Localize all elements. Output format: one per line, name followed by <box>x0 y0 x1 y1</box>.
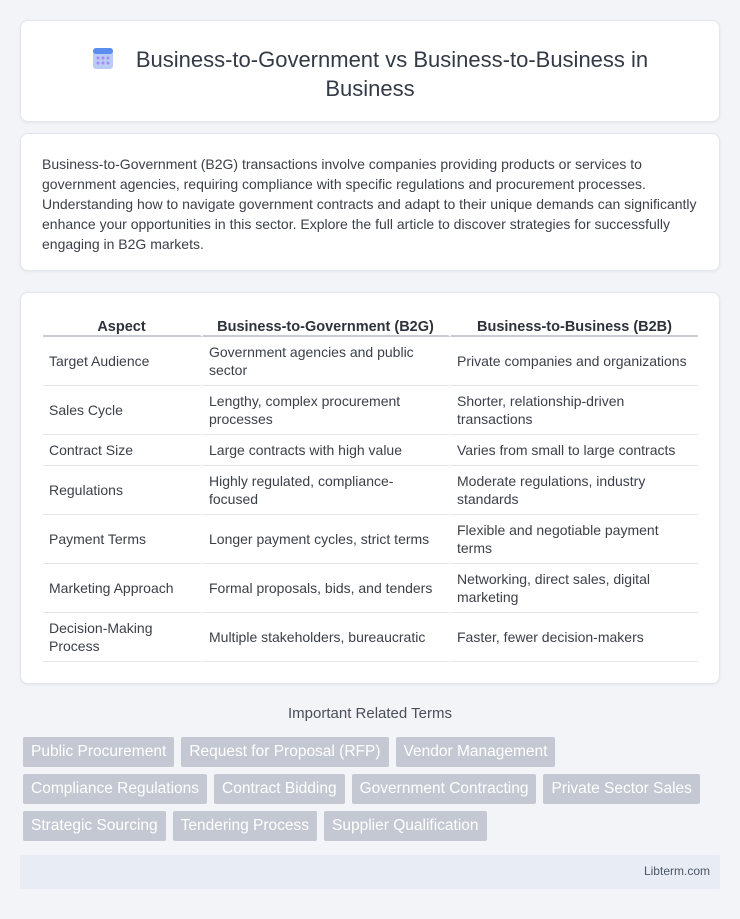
table-header-row <box>43 315 698 337</box>
comparison-table-card <box>20 292 720 684</box>
table-row <box>43 564 698 613</box>
table-row <box>43 386 698 435</box>
table-cell-b2g: Government agencies and public sector <box>203 337 451 386</box>
tag-compliance-regulations[interactable]: Compliance Regulations <box>23 774 207 804</box>
table-cell-b2b: Private companies and organizations <box>451 337 698 386</box>
comparison-table <box>43 315 698 662</box>
related-terms-title: Important Related Terms <box>288 705 452 722</box>
header-b2g: Business-to-Government (B2G) <box>203 315 451 337</box>
related-terms-tags <box>23 737 723 848</box>
title-text: Business-to-Government vs Business-to-Business in Business <box>135 47 649 101</box>
footer <box>20 855 720 889</box>
intro-card <box>20 133 720 271</box>
table-cell-aspect: Payment Terms <box>43 515 203 564</box>
tag-row <box>23 774 723 804</box>
table-cell-b2b: Varies from small to large contracts <box>451 435 698 466</box>
header-b2b: Business-to-Business (B2B) <box>451 315 698 337</box>
header-aspect: Aspect <box>43 315 203 337</box>
table-cell-b2g: Longer payment cycles, strict terms <box>203 515 451 564</box>
table-cell-b2b: Moderate regulations, industry standards <box>451 466 698 515</box>
table-row <box>43 435 698 466</box>
tag-request-for-proposal[interactable]: Request for Proposal (RFP) <box>181 737 388 767</box>
table-cell-b2b: Shorter, relationship-driven transactions <box>451 386 698 435</box>
table-cell-b2g: Lengthy, complex procurement processes <box>203 386 451 435</box>
tag-government-contracting[interactable]: Government Contracting <box>352 774 537 804</box>
tag-row <box>23 811 723 841</box>
table-cell-aspect: Sales Cycle <box>43 386 203 435</box>
tag-contract-bidding[interactable]: Contract Bidding <box>214 774 345 804</box>
table-cell-aspect: Contract Size <box>43 435 203 466</box>
table-cell-b2g: Multiple stakeholders, bureaucratic <box>203 613 451 662</box>
table-cell-b2b: Faster, fewer decision-makers <box>451 613 698 662</box>
intro-paragraph: Business-to-Government (B2G) transactions involve companies providing products or services to government agencies, requiring compliance with specific regulations and procurement processes. Understanding how to navigate government contracts and adapt to their unique demands can significantly enhance your opportunities in this sector. Explore the full article to discover strategies for successfully engaging in B2G markets. <box>42 156 697 252</box>
tag-supplier-qualification[interactable]: Supplier Qualification <box>324 811 486 841</box>
table-row <box>43 613 698 662</box>
document-grid-icon <box>92 46 114 70</box>
tag-row <box>23 737 723 767</box>
table-cell-b2g: Highly regulated, compliance-focused <box>203 466 451 515</box>
table-cell-b2b: Networking, direct sales, digital marketing <box>451 564 698 613</box>
table-cell-aspect: Target Audience <box>43 337 203 386</box>
page-title <box>61 45 679 103</box>
table-row <box>43 337 698 386</box>
table-cell-b2g: Large contracts with high value <box>203 435 451 466</box>
table-row <box>43 466 698 515</box>
tag-vendor-management[interactable]: Vendor Management <box>396 737 556 767</box>
table-cell-b2b: Flexible and negotiable payment terms <box>451 515 698 564</box>
table-cell-aspect: Regulations <box>43 466 203 515</box>
table-cell-aspect: Decision-Making Process <box>43 613 203 662</box>
tag-tendering-process[interactable]: Tendering Process <box>173 811 317 841</box>
tag-public-procurement[interactable]: Public Procurement <box>23 737 174 767</box>
table-cell-b2g: Formal proposals, bids, and tenders <box>203 564 451 613</box>
tag-private-sector-sales[interactable]: Private Sector Sales <box>543 774 699 804</box>
table-row <box>43 515 698 564</box>
tag-strategic-sourcing[interactable]: Strategic Sourcing <box>23 811 166 841</box>
header-card <box>20 20 720 122</box>
footer-site-link[interactable]: Libterm.com <box>643 864 710 878</box>
table-cell-aspect: Marketing Approach <box>43 564 203 613</box>
